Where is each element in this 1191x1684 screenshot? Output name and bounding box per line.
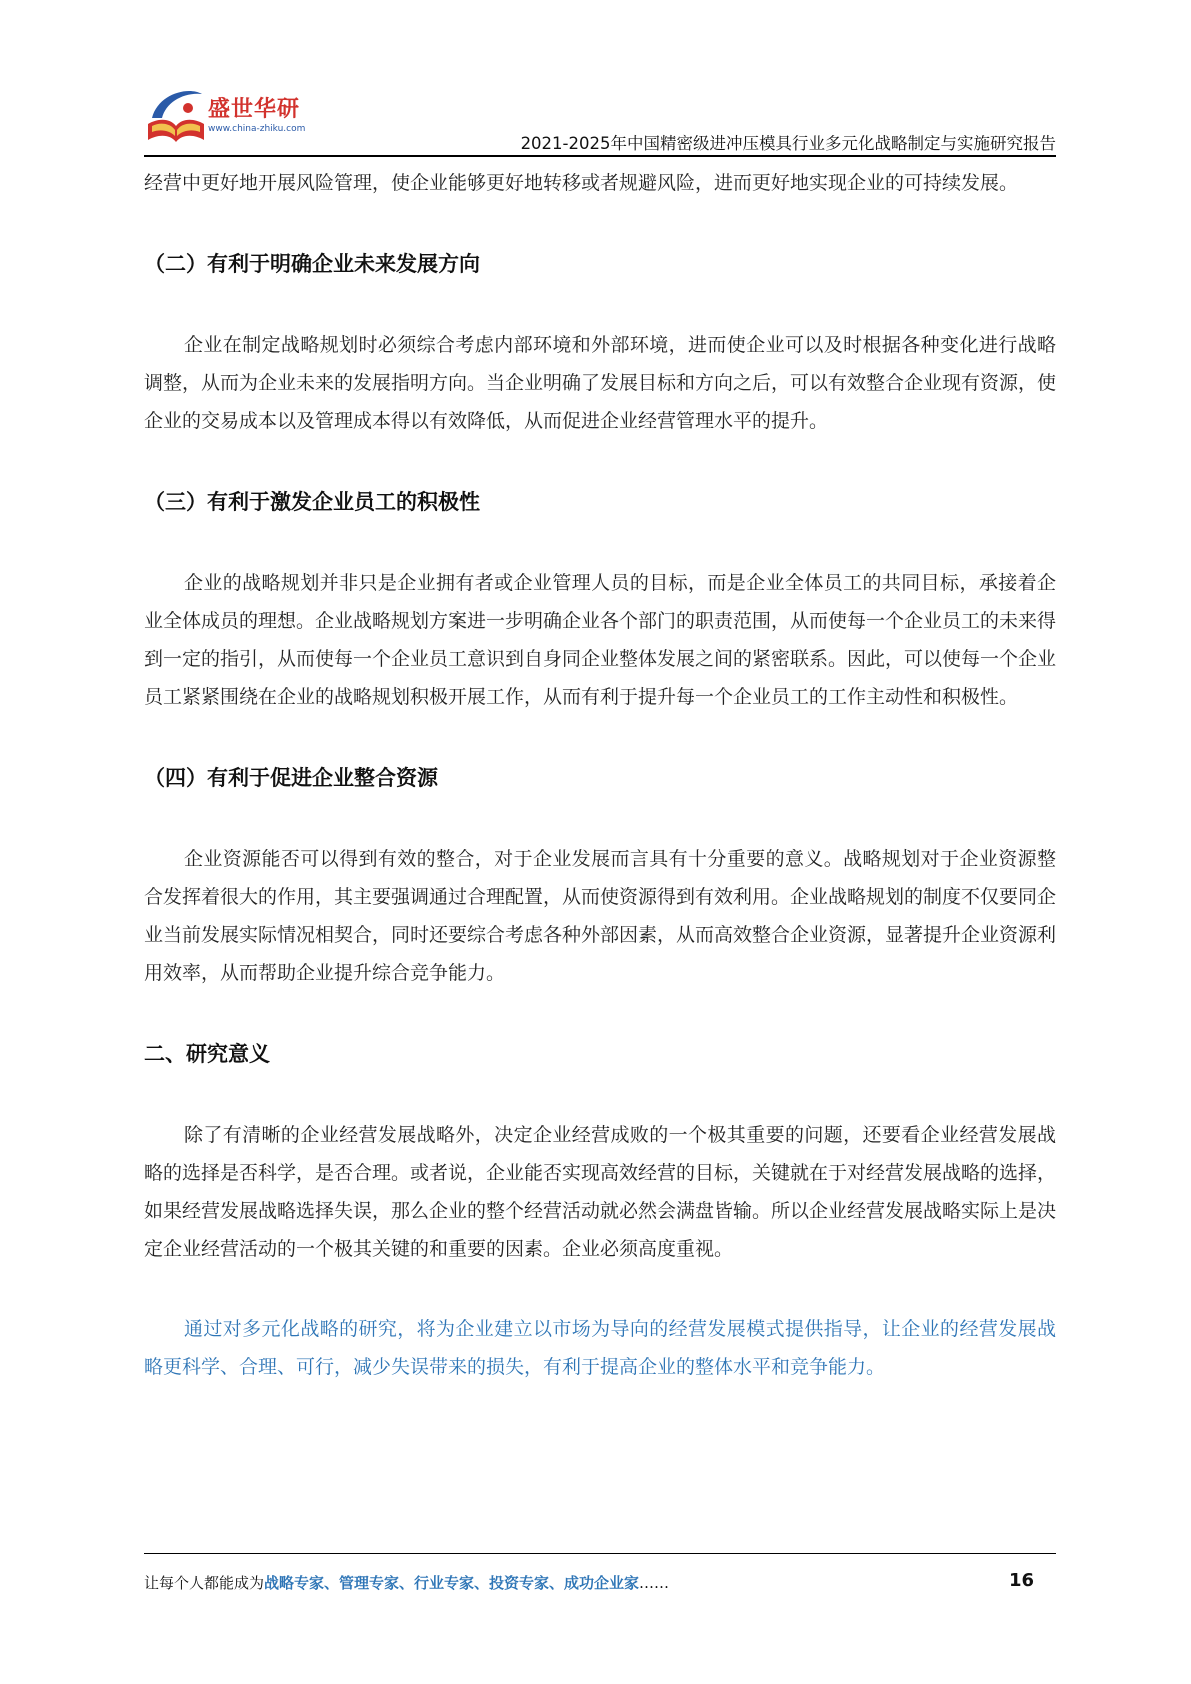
research-body: 除了有清晰的企业经营发展战略外，决定企业经营成败的一个极其重要的问题，还要看企业经营发展战略的选择是否科学，是否合理。或者说，企业能否实现高效经营的目标，关键就在于对经营发展战略的选择，如果经营发展战略选择失误，那么企业的整个经营活动就必然会满盘皆输。所以企业经营发展战略实际上是决定企业经营活动的一个极其关键的和重要的因素。企业必须高度重视。 [144,1124,1057,1260]
page-number: 16 [1008,1570,1034,1591]
book-swoosh-logo-icon [144,84,208,150]
section-heading-4: （四）有利于促进企业整合资源 [144,766,438,790]
page-footer [144,1572,1056,1600]
logo-name: 盛世华研 [208,97,301,122]
slogan-highlight: 战略专家、管理专家、行业专家、投资专家、成功企业家 [264,1574,640,1592]
footer-divider [144,1553,1056,1554]
footer-slogan [144,1572,669,1593]
section-heading-3: （三）有利于激发企业员工的积极性 [144,490,480,514]
header-divider [144,155,1056,157]
logo-url: www.china-zhiku.com [208,124,306,134]
research-heading: 二、研究意义 [144,1042,270,1066]
continued-paragraph: 经营中更好地开展风险管理，使企业能够更好地转移或者规避风险，进而更好地实现企业的可持续发展。 [144,172,1019,194]
logo [144,84,314,150]
page-content [144,164,1056,1386]
section-heading-2: （二）有利于明确企业未来发展方向 [144,252,480,276]
document-title: 2021-2025年中国精密级进冲压模具行业多元化战略制定与实施研究报告 [520,134,1056,153]
section-body-4: 企业资源能否可以得到有效的整合，对于企业发展而言具有十分重要的意义。战略规划对于企业资源整合发挥着很大的作用，其主要强调通过合理配置，从而使资源得到有效利用。企业战略规划的制度不仅要同企业当前发展实际情况相契合，同时还要综合考虑各种外部因素，从而高效整合企业资源，显著提升企业资源利用效率，从而帮助企业提升综合竞争能力。 [144,848,1057,984]
research-highlight: 通过对多元化战略的研究，将为企业建立以市场为导向的经营发展模式提供指导，让企业的经营发展战略更科学、合理、可行，减少失误带来的损失，有利于提高企业的整体水平和竞争能力。 [144,1318,1056,1378]
page-header [144,78,1056,154]
section-body-2: 企业在制定战略规划时必须综合考虑内部环境和外部环境，进而使企业可以及时根据各种变化进行战略调整，从而为企业未来的发展指明方向。当企业明确了发展目标和方向之后，可以有效整合企业现有资源，使企业的交易成本以及管理成本得以有效降低，从而促进企业经营管理水平的提升。 [144,334,1057,432]
slogan-prefix: 让每个人都能成为 [144,1574,265,1592]
slogan-suffix: …… [639,1574,670,1592]
section-body-3: 企业的战略规划并非只是企业拥有者或企业管理人员的目标，而是企业全体员工的共同目标，承接着企业全体成员的理想。企业战略规划方案进一步明确企业各个部门的职责范围，从而使每一个企业员工的未来得到一定的指引，从而使每一个企业员工意识到自身同企业整体发展之间的紧密联系。因此，可以使每一个企业员工紧紧围绕在企业的战略规划积极开展工作，从而有利于提升每一个企业员工的工作主动性和积极性。 [144,572,1057,708]
